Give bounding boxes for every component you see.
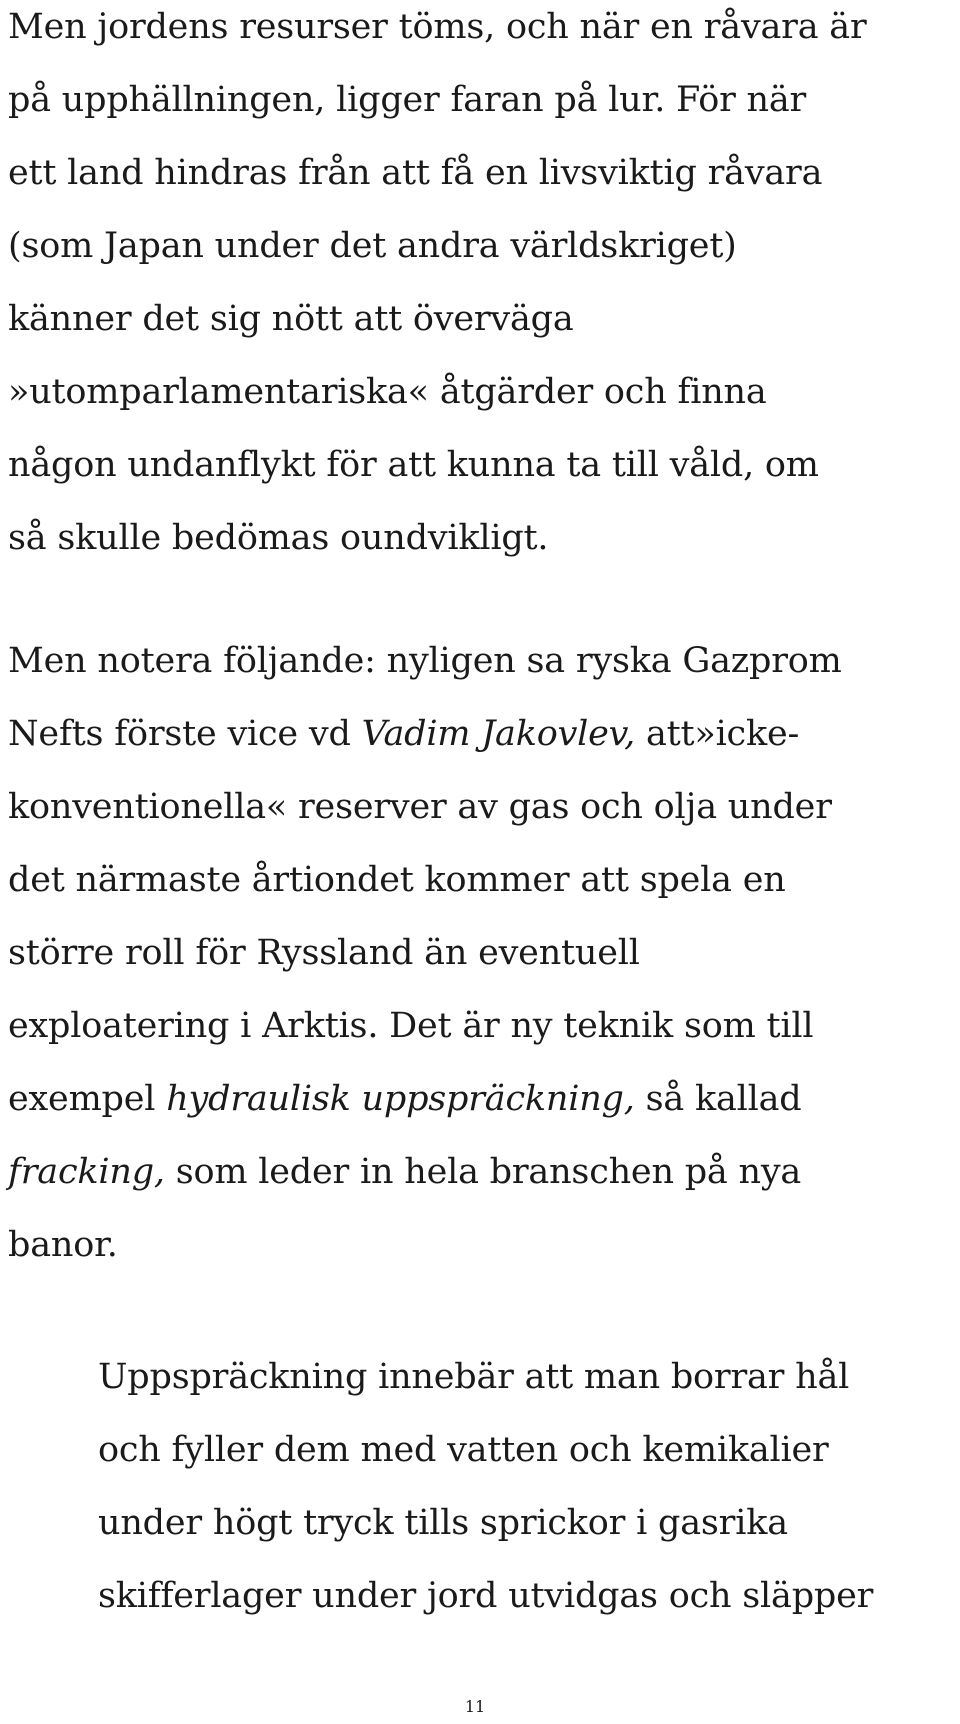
text-line: banor.	[8, 1225, 118, 1265]
text-line: så skulle bedömas oundvikligt.	[8, 518, 549, 558]
paragraph-fracking-indented	[98, 1341, 958, 1633]
text-line: större roll för Ryssland än eventuell	[8, 933, 640, 973]
text-segment: att»icke-	[635, 714, 800, 754]
text-line	[8, 1063, 958, 1136]
text-line: det närmaste årtiondet kommer att spela en	[8, 860, 786, 900]
text-line	[8, 1136, 958, 1209]
text-line: exploatering i Arktis. Det är ny teknik som till	[8, 1006, 814, 1046]
text-line: under högt tryck tills sprickor i gasrika	[98, 1503, 788, 1543]
text-line	[8, 698, 958, 771]
text-line: någon undanflykt för att kunna ta till våld, om	[8, 445, 819, 485]
text-line: på upphällningen, ligger faran på lur. För när	[8, 80, 807, 120]
page-number	[0, 1697, 960, 1717]
text-line: konventionella« reserver av gas och olja under	[8, 787, 832, 827]
text-line: ett land hindras från att få en livsviktig råvara	[8, 153, 823, 193]
text-line: skifferlager under jord utvidgas och släpper	[98, 1576, 874, 1616]
term-italic: hydraulisk uppspräckning,	[166, 1079, 635, 1119]
text-line: Men notera följande: nyligen sa ryska Gazprom	[8, 641, 842, 681]
text-line: (som Japan under det andra världskriget)	[8, 226, 737, 266]
text-segment: som leder in hela branschen på nya	[164, 1152, 802, 1192]
person-name-italic: Vadim Jakovlev,	[361, 714, 636, 754]
text-line: och fyller dem med vatten och kemikalier	[98, 1430, 829, 1470]
text-line: Men jordens resurser töms, och när en råvara är	[8, 7, 867, 47]
paragraph-gazprom	[8, 625, 958, 1282]
page-number-text: 11	[464, 1697, 486, 1716]
text-line: »utomparlamentariska« åtgärder och finna	[8, 372, 767, 412]
text-line: Uppspräckning innebär att man borrar hål	[98, 1357, 850, 1397]
term-italic: fracking,	[8, 1152, 165, 1192]
paragraph-resources	[8, 0, 958, 575]
text-segment: exempel	[8, 1079, 167, 1119]
text-line: känner det sig nött att överväga	[8, 299, 574, 339]
text-segment: Nefts förste vice vd	[8, 714, 362, 754]
text-segment: så kallad	[634, 1079, 802, 1119]
